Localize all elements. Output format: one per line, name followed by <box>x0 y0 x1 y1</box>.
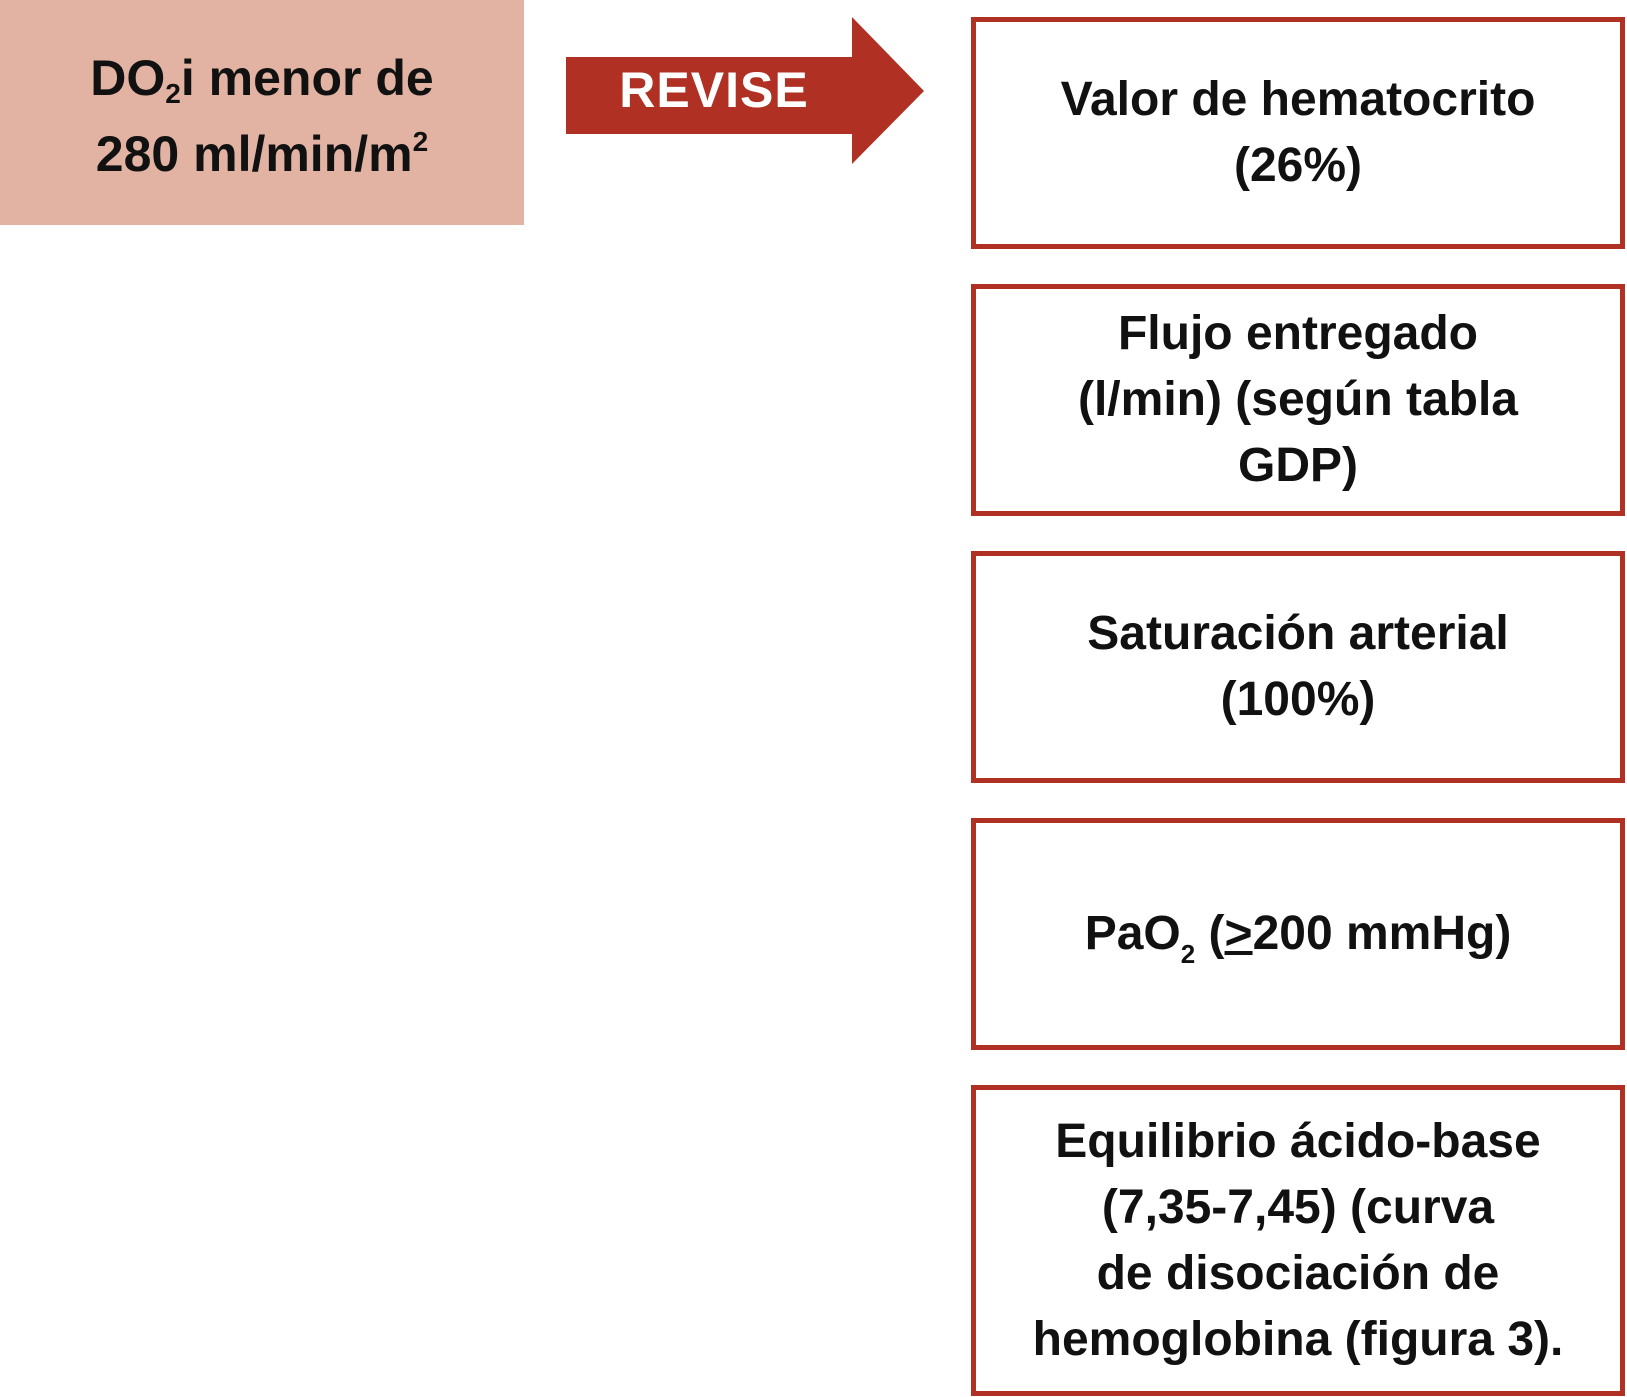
check-pao2-text: PaO$_2$ (>200 mmHg) <box>1084 907 1512 969</box>
source-condition-text <box>90 40 433 192</box>
source-line-2: 280 $ml/\min/m^2$ <box>95 125 429 182</box>
check-acid-base-text: Equilibrio ácido-base (7,35-7,45) (curva de disociación de hemoglobina (figura 3). <box>1032 1114 1564 1366</box>
check-flow-text: Flujo entregado (l/min) (según tabla GDP) <box>1077 307 1518 492</box>
source-line-1: $DO_2i$ menor de <box>90 49 434 109</box>
check-saturation-box <box>971 551 1625 783</box>
check-saturation-text: Saturación arterial (100%) <box>1087 607 1509 726</box>
check-acid-base-box <box>971 1085 1625 1396</box>
check-flow-box <box>971 284 1625 516</box>
check-pao2-box <box>971 818 1625 1050</box>
source-condition-box <box>0 0 524 225</box>
revise-label: REVISE <box>619 62 809 118</box>
check-hematocrit-text: Valor de hematocrito (26%) <box>1060 73 1536 192</box>
check-hematocrit-box <box>971 17 1625 249</box>
greater-equal-symbol: > <box>1224 907 1253 960</box>
